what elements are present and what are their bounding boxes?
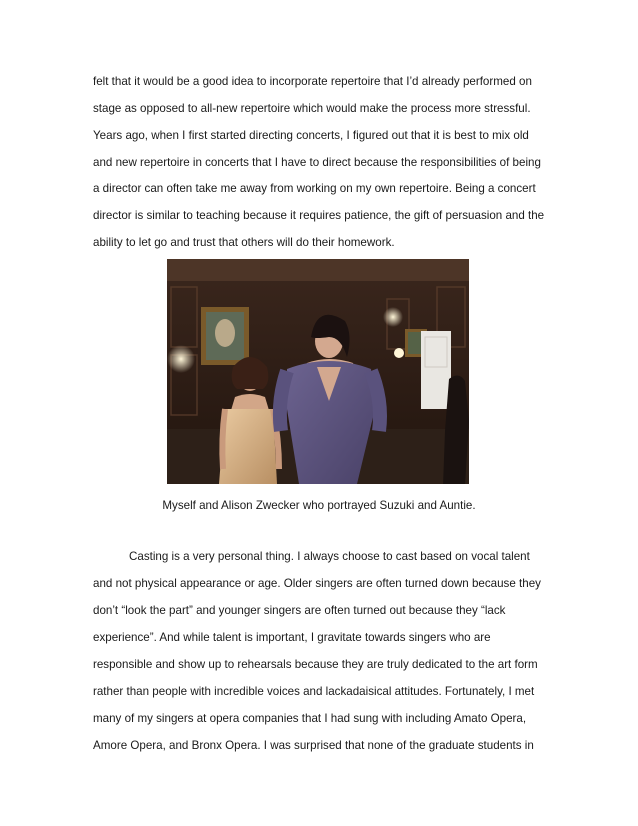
text-line: and not physical appearance or age. Older singers are often turned down because they [93,577,541,590]
text-line: don’t “look the part” and younger singers are often turned out because they “lack [93,604,506,617]
text-line: Years ago, when I first started directing concerts, I figured out that it is best to mix old [93,129,529,142]
text-line: experience”. And while talent is important, I gravitate towards singers who are [93,631,491,644]
text-line: responsible and show up to rehearsals because they are truly dedicated to the art form [93,658,538,671]
figure-caption: Myself and Alison Zwecker who portrayed Suzuki and Auntie. [162,499,476,512]
text-line: stage as opposed to all-new repertoire which would make the process more stressful. [93,102,531,115]
text-line: ability to let go and trust that others will do their homework. [93,236,395,249]
text-line: and new repertoire in concerts that I have to direct because the responsibilities of being [93,156,541,169]
text-line: many of my singers at opera companies that I had sung with including Amato Opera, [93,712,527,725]
text-line: Casting is a very personal thing. I always choose to cast based on vocal talent [129,550,530,563]
text-line: felt that it would be a good idea to incorporate repertoire that I’d already performed on [93,75,532,88]
photo-illustration [167,259,469,484]
text-line: director is similar to teaching because it requires patience, the gift of persuasion and the [93,209,545,222]
text-line: a director can often take me away from working on my own repertoire. Being a concert [93,182,536,195]
photo-two-singers [167,259,469,484]
text-line: Amore Opera, and Bronx Opera. I was surprised that none of the graduate students in [93,739,534,752]
text-line: rather than people with incredible voices and lackadaisical attitudes. Fortunately, I met [93,685,535,698]
